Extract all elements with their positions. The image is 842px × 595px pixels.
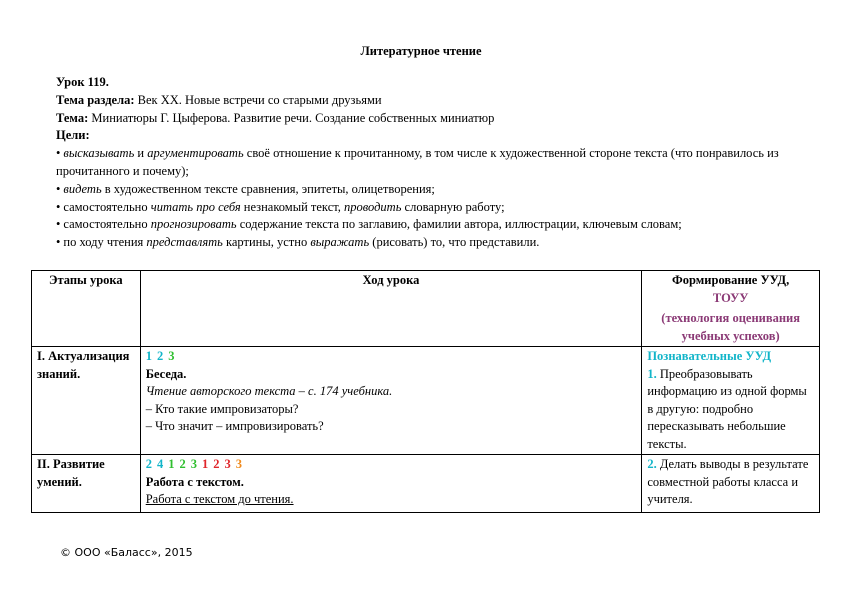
stage-cell: II. Развитие умений. — [32, 455, 141, 513]
course-cell — [140, 347, 642, 455]
uud-tech: (технология оценивания учебных успехов) — [661, 311, 801, 343]
uud-touu: ТОУУ — [712, 290, 749, 305]
activity-title: Работа с текстом. — [145, 474, 244, 489]
activity-number: 2 — [213, 457, 220, 471]
lesson-table — [31, 270, 820, 513]
goal-item: • по ходу чтения представлять картины, устно выражать (рисовать) то, что представили. — [56, 234, 796, 252]
uud-title: Формирование УУД, — [672, 273, 790, 287]
section-value: Век XX. Новые встречи со старыми друзьями — [137, 92, 382, 107]
header-stages: Этапы урока — [32, 271, 141, 347]
activity-numbers — [146, 348, 637, 366]
header-course: Ход урока — [140, 271, 642, 347]
activity-line: – Что значит – импровизировать? — [145, 419, 324, 433]
page-title: Литературное чтение — [360, 44, 482, 58]
goal-item: • видеть в художественном тексте сравнения, эпитеты, олицетворения; — [56, 181, 796, 199]
topic-label: Тема: — [56, 110, 89, 125]
activity-number: 4 — [156, 457, 164, 471]
goal-item: • самостоятельно прогнозировать содержание текста по заглавию, фамилии автора, иллюстрации, ключевым словам; — [56, 216, 796, 234]
activity-number: 1 — [201, 457, 209, 471]
table-row — [32, 455, 820, 513]
activity-number: 2 — [145, 457, 152, 471]
copyright-footer: © ООО «Баласс», 2015 — [60, 546, 193, 559]
activity-number: 2 — [156, 349, 164, 363]
activity-line: Чтение авторского текста – с. 174 учебника. — [145, 384, 393, 398]
stage-cell: I. Актуализация знаний. — [32, 347, 141, 455]
uud-heading: Познавательные УУД — [647, 349, 772, 363]
goals-list — [56, 145, 796, 252]
lesson-number: Урок 119. — [56, 75, 109, 89]
topic-line — [56, 110, 796, 128]
table-header-row — [32, 271, 820, 347]
uud-cell — [642, 455, 820, 513]
activity-number: 3 — [190, 457, 197, 471]
activity-number: 3 — [235, 457, 242, 471]
activity-line: Работа с текстом до чтения. — [145, 492, 294, 506]
goal-item: • самостоятельно читать про себя незнакомый текст, проводить словарную работу; — [56, 199, 796, 217]
activity-line: – Кто такие импровизаторы? — [145, 401, 299, 416]
activity-number: 3 — [168, 349, 175, 363]
uud-cell — [642, 347, 820, 455]
goal-item: • высказывать и аргументировать своё отношение к прочитанному, в том числе к художественной стороне текста (что понравилось из прочитанного и почему); — [56, 145, 796, 181]
activity-title: Беседа. — [145, 366, 187, 381]
activity-number: 2 — [179, 457, 186, 471]
header-uud — [642, 271, 820, 347]
uud-text: 2. Делать выводы в результате совместной работы класса и учителя. — [647, 457, 809, 506]
lesson-header — [56, 74, 796, 252]
activity-number: 3 — [224, 457, 231, 471]
section-label: Тема раздела: — [56, 92, 135, 107]
section-line — [56, 92, 796, 110]
table-row — [32, 347, 820, 455]
activity-number: 1 — [145, 349, 152, 363]
activity-number: 1 — [168, 457, 175, 471]
goals-label: Цели: — [56, 128, 90, 143]
topic-value: Миниатюры Г. Цыферова. Развитие речи. Создание собственных миниатюр — [91, 110, 495, 125]
activity-numbers — [146, 456, 637, 474]
course-cell — [140, 455, 642, 513]
uud-text: 1. Преобразовывать информацию из одной формы в другую: подробно пересказывать небольшие тексты. — [647, 366, 807, 451]
